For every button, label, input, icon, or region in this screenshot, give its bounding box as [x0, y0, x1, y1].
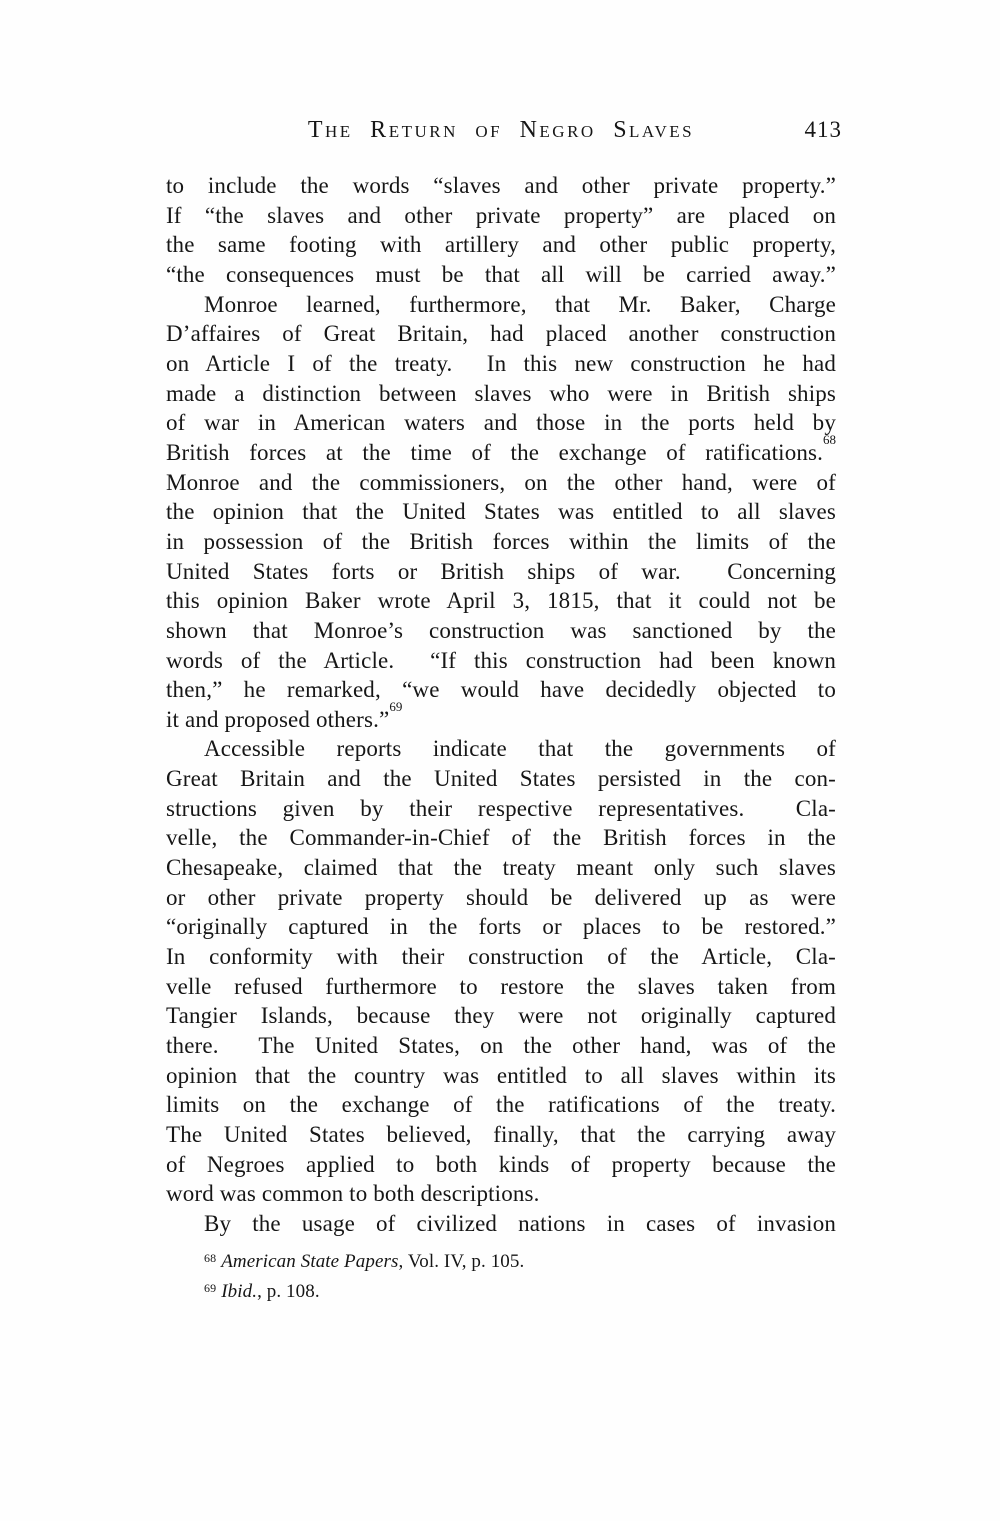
text-line [166, 616, 836, 646]
text-line [166, 912, 836, 942]
text-line [166, 468, 836, 498]
text-line-content: of war in American waters and those in the ports held by [166, 410, 836, 436]
text-line [166, 319, 836, 349]
running-header [166, 116, 842, 144]
text-line-content: The United States believed, finally, that the carrying away [166, 1122, 836, 1147]
text-line-content: If “the slaves and other private property” are placed on [166, 202, 836, 228]
text-line [166, 290, 836, 320]
footnote-marker: 69 [204, 1280, 217, 1295]
text-line [166, 823, 836, 853]
text-line [166, 646, 836, 676]
footnote-reference: 68 [823, 432, 836, 448]
text-line-content: it and proposed others.” [166, 706, 390, 732]
text-line [166, 942, 836, 972]
text-line [166, 201, 836, 231]
text-line [166, 794, 836, 824]
page-title: The Return of Negro Slaves [307, 117, 695, 143]
text-line [166, 764, 836, 794]
text-line [166, 699, 836, 735]
text-line-content: in possession of the British forces within the limits of the [166, 528, 836, 554]
text-line [166, 675, 836, 705]
text-line [166, 972, 836, 1002]
text-line-content: By the usage of civilized nations in cases of invasion [204, 1210, 836, 1236]
footnote-text: American State Papers [221, 1251, 399, 1272]
footnote [204, 1248, 836, 1278]
text-line-content: “the consequences must be that all will be carried away.” [166, 261, 836, 287]
text-line-content: word was common to both descriptions. [166, 1181, 540, 1207]
text-line [166, 734, 836, 764]
text-line-content: structions given by their respective representatives. Cla- [166, 795, 836, 821]
text-line [166, 1061, 836, 1091]
footnote-text: , Vol. IV, p. 105. [398, 1251, 525, 1272]
text-line-content: Accessible reports indicate that the governments of [204, 736, 836, 762]
text-line [166, 1150, 836, 1180]
text-line-content: Monroe learned, furthermore, that Mr. Baker, Charge [204, 291, 836, 317]
text-line [166, 1031, 836, 1061]
text-line-content: Chesapeake, claimed that the treaty meant only such slaves [166, 855, 836, 881]
text-line-content: this opinion Baker wrote April 3, 1815, that it could not be [166, 588, 836, 614]
text-line-content: British forces at the time of the exchange of ratifications. [166, 439, 823, 465]
footnote-text: , p. 108. [257, 1280, 320, 1302]
text-line [166, 408, 836, 438]
text-line-content: or other private property should be delivered up as were [166, 884, 836, 910]
text-line [166, 1120, 836, 1150]
text-line [166, 349, 836, 379]
footnotes [204, 1248, 836, 1307]
text-line [166, 527, 836, 557]
body-text [166, 171, 836, 1239]
text-line-content: on Article I of the treaty. In this new construction he had [166, 350, 836, 376]
text-line [166, 586, 836, 616]
text-line [166, 1179, 836, 1209]
text-line [166, 1209, 836, 1239]
footnote [204, 1278, 836, 1308]
text-line-content: In conformity with their construction of the Article, Cla- [166, 944, 836, 970]
text-line-content: limits on the exchange of the ratifications of the treaty. [166, 1092, 836, 1118]
text-line [166, 497, 836, 527]
text-line [166, 230, 836, 260]
text-line-content: “originally captured in the forts or places to be restored.” [166, 914, 836, 940]
text-line-content: the same footing with artillery and other public property, [166, 232, 836, 258]
text-line-content: Great Britain and the United States persisted in the con- [166, 766, 836, 792]
text-line [166, 379, 836, 409]
text-line-content: velle refused furthermore to restore the slaves taken from [166, 973, 836, 999]
footnote-marker: 68 [204, 1251, 217, 1265]
text-line-content: then,” he remarked, “we would have decidedly objected to [166, 677, 836, 703]
text-line [166, 171, 836, 201]
footnote-reference: 69 [389, 699, 403, 715]
text-line-content: there. The United States, on the other hand, was of the [166, 1033, 836, 1059]
text-line-content: velle, the Commander-in-Chief of the British forces in the [166, 825, 836, 851]
text-line-content: Tangier Islands, because they were not originally captured [166, 1003, 836, 1029]
text-line-content: made a distinction between slaves who were in British ships [166, 380, 836, 406]
text-line [166, 557, 836, 587]
text-line-content: D’affaires of Great Britain, had placed another construction [166, 321, 836, 347]
text-line-content: of Negroes applied to both kinds of property because the [166, 1151, 836, 1177]
footnote-text: Ibid. [221, 1280, 258, 1302]
text-line-content: words of the Article. “If this construction had been known [166, 647, 836, 673]
text-line-content: the opinion that the United States was entitled to all slaves [166, 499, 836, 525]
text-line [166, 260, 836, 290]
page-number: 413 [804, 117, 842, 142]
text-line-content: to include the words “slaves and other private property.” [166, 173, 836, 198]
text-line [166, 1001, 836, 1031]
text-line-content: opinion that the country was entitled to all slaves within its [166, 1062, 836, 1088]
text-line [166, 1090, 836, 1120]
text-line [166, 883, 836, 913]
text-line-content: Monroe and the commissioners, on the other hand, were of [166, 469, 836, 495]
text-line-content: shown that Monroe’s construction was sanctioned by the [166, 617, 836, 643]
text-line [166, 432, 836, 468]
text-line [166, 853, 836, 883]
text-line-content: United States forts or British ships of war. Concerning [166, 558, 836, 584]
